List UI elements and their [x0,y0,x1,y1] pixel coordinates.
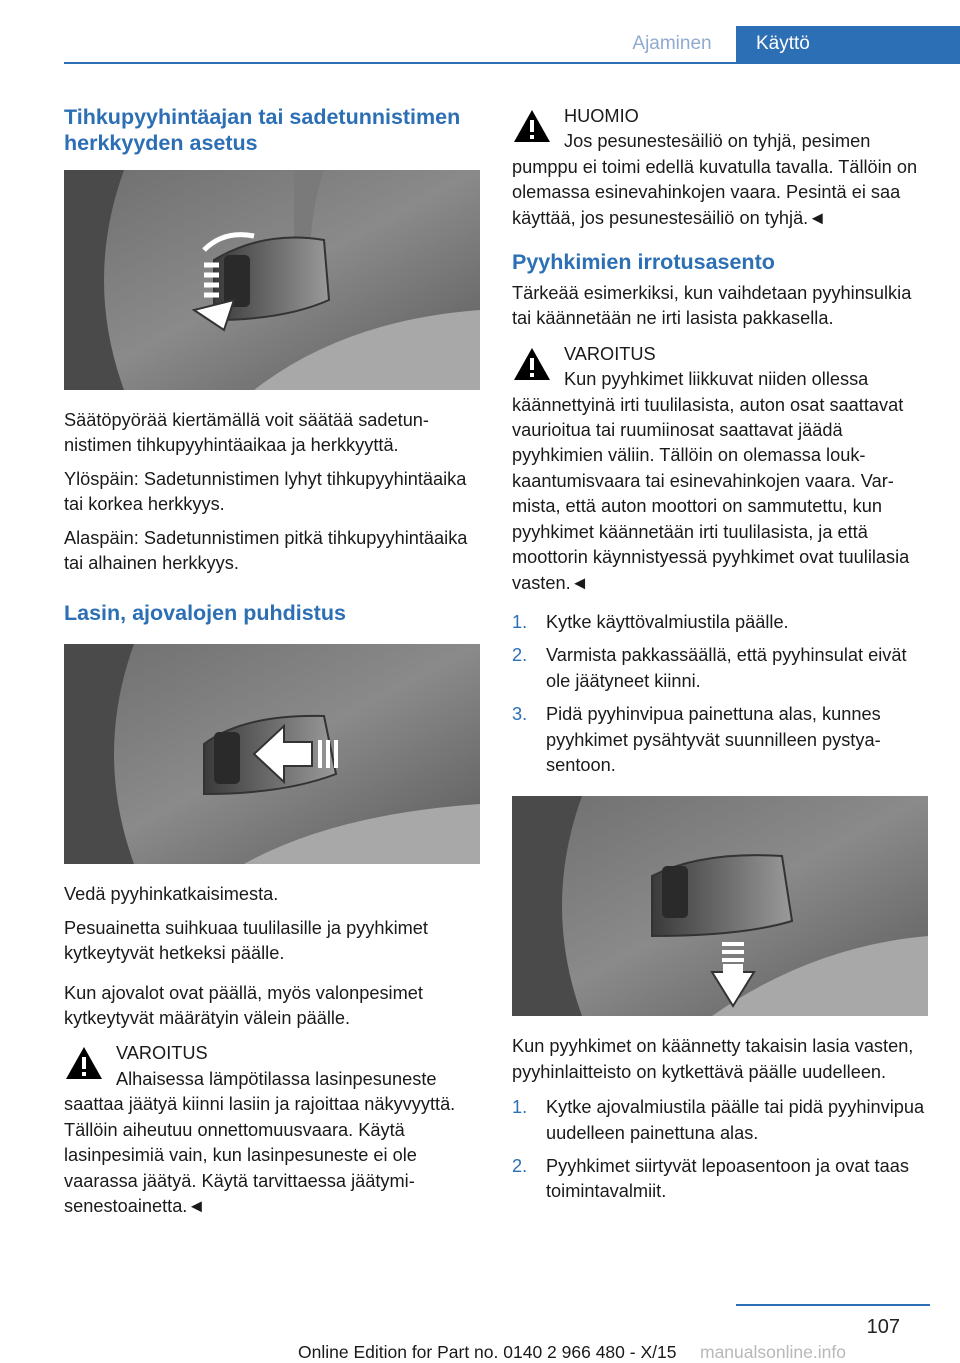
heading-washing: Lasin, ajovalojen puhdistus [64,601,346,626]
warning-wiper-movement [512,342,930,596]
watermark: manualsonline.info [700,1342,846,1362]
chapter-tab: Ajaminen [632,33,712,54]
note-label: HUOMIO [564,106,639,126]
section-tab: Käyttö [736,26,960,62]
header-rule [64,62,960,64]
list-item: 1. Kytke käyttövalmiustila päälle. [512,611,789,632]
warning-label: VAROITUS [564,343,656,364]
left-column [64,104,482,1219]
paragraph: Alaspäin: Sadetunnistimen pitkä tihkupyyhintäaika tai alhainen herkkyys. [64,527,468,574]
steps-list-1 [512,610,930,778]
paragraph: Kun pyyhkimet on käännetty takaisin lasia vasten, pyyhinlaitteisto on kytkettävä päälle uudelleen. [512,1036,914,1082]
paragraph: Vedä pyyhinkatkaisimesta. [64,884,279,905]
photo-wiper-stalk-pull [64,644,480,864]
paragraph: Tärkeää esimerkiksi, kun vaihdetaan pyyhinsulkia tai käännetään ne irti lasista pakkasella. [512,283,912,329]
note-text: Jos pesunestesäiliö on tyhjä, pesimen pumppu ei toimi edellä kuvatulla tavalla. Tällöin on olemassa esinevahinkojen vaara. Pesintä ei saa käyttää, jos pesunestesäiliö on tyhjä.◄ [512,131,918,228]
warning-icon [64,1045,104,1081]
paragraph: Säätöpyörää kiertämällä voit säätää sadetunnistimen tihkupyyhintäaikaa ja herkkyyttä. [64,410,429,456]
footer-rule [736,1304,930,1306]
photo-wiper-stalk-down [512,796,928,1016]
heading-rain-sensor: Tihkupyyhintäajan tai sadetunnistimen herkkyyden asetus [64,105,461,155]
paragraph: Kun ajovalot ovat päällä, myös valonpesimet kytkeytyvät määrätyin välein päälle. [64,982,423,1029]
paragraph: Ylöspäin: Sadetunnistimen lyhyt tihkupyyhintäaika tai korkea herkkyys. [64,468,467,515]
warning-text: Alhaisessa lämpötilassa lasinpesuneste saattaa jäätyä kiinni lasiin ja rajoittaa näkyvyyttä. Tällöin aiheutuu onnettomuusvaara. Käytä lasinpesimiä vain, kun lasinpesuneste ei ole vaarassa jäätyä. Käytä tarvittaessa jäätymisenestoainetta.◄ [64,1068,456,1216]
note-empty-reservoir [512,104,930,231]
warning-frost [64,1041,482,1219]
steps-list-2 [512,1095,930,1205]
warning-text: Kun pyyhkimet liikkuvat niiden ollessa käännettyinä irti tuulilasista, auton osat saattavat vaurioitua tai ruumiinosat saattavat jäädä pyyhkimien väliin. Tällöin on olemassa loukkaantumisvaara tai esinevahinkojen vaara. Varmista, että auton moottori on sammutettu, kun pyyhkimet käännetään irti tuulilasista, ja että moottorin käynnistyessä pyyhkimet ovat tuulilasia vasten.◄ [512,369,910,593]
warning-icon [512,346,552,382]
edition-text: Online Edition for Part no. 0140 2 966 480 - X/15 [298,1342,677,1362]
page-number: 107 [866,1316,900,1338]
right-column [512,104,930,1213]
warning-icon [512,108,552,144]
heading-wiper-service-position: Pyyhkimien irrotusasento [512,250,775,275]
list-item: 2. Varmista pakkassäällä, että pyyhinsulat eivät ole jäätyneet kiinni. [512,645,907,691]
list-item: 3. Pidä pyyhinvipua painettuna alas, kunnes pyyhkimet pysähtyvät suunnilleen pystyasentoon. [512,704,881,775]
list-item: 1. Kytke ajovalmiustila päälle tai pidä pyyhinvipua uudelleen painettuna alas. [512,1097,925,1143]
photo-thumbwheel [64,170,480,390]
warning-label: VAROITUS [116,1043,208,1064]
paragraph: Pesuainetta suihkuaa tuulilasille ja pyyhkimet kytkeytyvät hetkeksi päälle. [64,917,428,964]
list-item: 2. Pyyhkimet siirtyvät lepoasentoon ja ovat taas toimintavalmiit. [512,1155,909,1202]
